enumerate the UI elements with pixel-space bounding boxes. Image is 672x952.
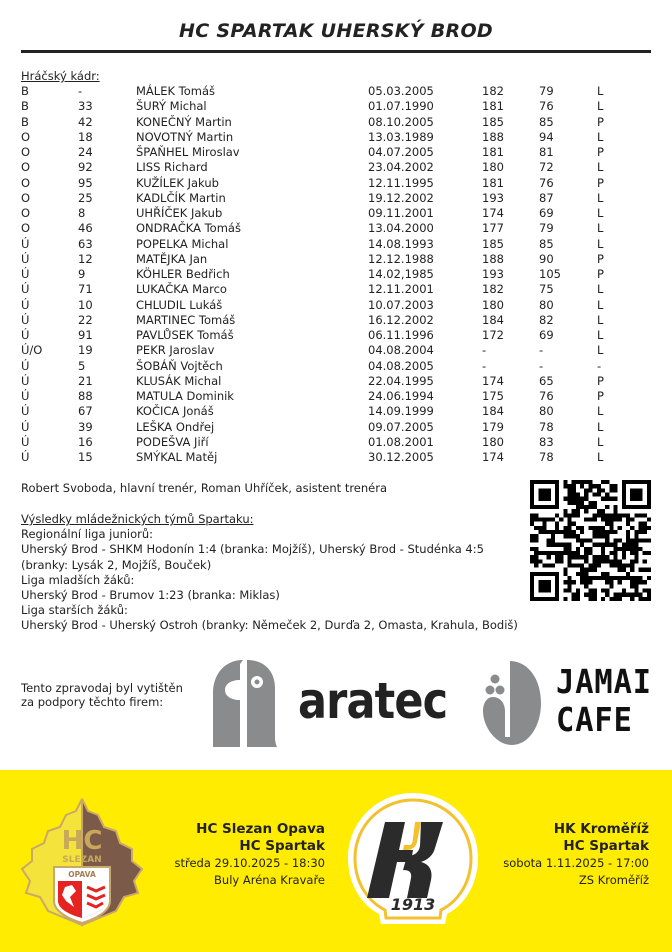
player-position: O bbox=[21, 129, 31, 144]
player-number: 15 bbox=[78, 450, 93, 464]
player-position: Ú bbox=[21, 450, 30, 464]
player-number: 16 bbox=[78, 434, 93, 449]
player-weight: 80 bbox=[539, 297, 554, 312]
player-position: Ú bbox=[21, 267, 30, 281]
player-weight: 75 bbox=[539, 282, 554, 297]
roster-row bbox=[21, 176, 641, 191]
player-birthdate: 16.12.2002 bbox=[368, 312, 434, 327]
player-birthdate: 05.03.2005 bbox=[368, 84, 434, 98]
player-name: MARTINEC Tomáš bbox=[136, 312, 236, 327]
player-weight: 85 bbox=[539, 236, 554, 251]
player-position: O bbox=[21, 160, 31, 175]
match-home-team: HC Slezan Opava bbox=[196, 821, 325, 837]
player-name: KOČICA Jonáš bbox=[136, 404, 214, 419]
qr-code[interactable] bbox=[530, 480, 651, 601]
player-name: ŠPAŇHEL Miroslav bbox=[136, 145, 240, 159]
player-weight: 94 bbox=[539, 129, 554, 144]
player-position: O bbox=[21, 175, 31, 190]
sponsor-text: Tento zpravodaj byl vytištěn za podpory těchto firem: bbox=[21, 681, 183, 709]
roster-row bbox=[21, 359, 641, 374]
roster-row bbox=[21, 298, 641, 313]
player-height: 182 bbox=[482, 84, 504, 98]
player-birthdate: 04.08.2004 bbox=[368, 343, 434, 358]
roster-table bbox=[21, 84, 641, 465]
player-number: 95 bbox=[78, 175, 93, 190]
player-weight: 76 bbox=[539, 99, 554, 114]
player-weight: 76 bbox=[539, 389, 554, 403]
player-position: Ú bbox=[21, 373, 30, 388]
player-number: 63 bbox=[78, 236, 93, 251]
player-position: O bbox=[21, 145, 31, 159]
player-name: KADLČÍK Martin bbox=[136, 190, 226, 205]
youth-line: Liga mladších žáků: bbox=[21, 572, 135, 587]
player-birthdate: 12.11.1995 bbox=[368, 175, 434, 190]
player-number: 22 bbox=[78, 312, 93, 327]
player-birthdate: 13.03.1989 bbox=[368, 129, 434, 144]
youth-line: Regionální liga juniorů: bbox=[21, 527, 154, 542]
player-name: SMÝKAL Matěj bbox=[136, 450, 218, 464]
match-datetime: středa 29.10.2025 - 18:30 bbox=[174, 856, 325, 870]
player-position: O bbox=[21, 206, 31, 220]
player-handedness: L bbox=[597, 99, 604, 114]
player-handedness: L bbox=[597, 419, 604, 434]
player-handedness: L bbox=[597, 312, 604, 327]
player-height: 180 bbox=[482, 160, 504, 175]
player-position: Ú bbox=[21, 236, 30, 251]
player-weight: 82 bbox=[539, 312, 554, 327]
aratec-logo-icon bbox=[213, 660, 277, 747]
player-birthdate: 09.07.2005 bbox=[368, 419, 434, 434]
player-name: KONEČNÝ Martin bbox=[136, 114, 232, 129]
player-weight: - bbox=[539, 343, 544, 358]
player-name: KLUSÁK Michal bbox=[136, 373, 222, 388]
roster-row bbox=[21, 145, 641, 160]
roster-row bbox=[21, 160, 641, 175]
player-weight: 72 bbox=[539, 160, 554, 175]
player-birthdate: 12.12.1988 bbox=[368, 251, 434, 266]
player-weight: 80 bbox=[539, 404, 554, 419]
player-number: 91 bbox=[78, 328, 93, 342]
player-weight: 81 bbox=[539, 145, 554, 159]
player-number: 21 bbox=[78, 373, 93, 388]
player-position: Ú bbox=[21, 297, 30, 312]
player-number: 19 bbox=[78, 343, 93, 358]
player-handedness: P bbox=[597, 251, 604, 266]
player-handedness: L bbox=[597, 221, 604, 236]
youth-results bbox=[21, 512, 521, 634]
player-handedness: L bbox=[597, 190, 604, 205]
roster-row bbox=[21, 191, 641, 206]
roster-row bbox=[21, 99, 641, 114]
player-height: 172 bbox=[482, 328, 504, 342]
player-handedness: - bbox=[597, 358, 602, 373]
player-number: 67 bbox=[78, 404, 93, 419]
player-handedness: P bbox=[597, 267, 604, 281]
player-height: 193 bbox=[482, 267, 504, 281]
player-weight: 78 bbox=[539, 450, 554, 464]
player-name: PEKR Jaroslav bbox=[136, 343, 215, 358]
hk-kromeriz-logo-icon bbox=[345, 790, 481, 933]
match-venue: ZS Kroměříž bbox=[578, 873, 649, 887]
player-number: 88 bbox=[78, 389, 93, 403]
roster-row bbox=[21, 252, 641, 267]
player-height: 177 bbox=[482, 221, 504, 236]
coaches-line: Robert Svoboda, hlavní trenér, Roman Uhříček, asistent trenéra bbox=[21, 481, 388, 495]
player-weight: 69 bbox=[539, 206, 554, 220]
player-name: ŠOBÁŇ Vojtěch bbox=[136, 358, 223, 373]
player-handedness: L bbox=[597, 236, 604, 251]
player-handedness: L bbox=[597, 328, 604, 342]
player-number: 25 bbox=[78, 190, 93, 205]
player-name: MATULA Dominik bbox=[136, 389, 234, 403]
player-height: 179 bbox=[482, 419, 504, 434]
player-number: 18 bbox=[78, 129, 93, 144]
player-birthdate: 14.02,1985 bbox=[368, 267, 434, 281]
player-number: 33 bbox=[78, 99, 93, 114]
upcoming-matches-footer bbox=[0, 770, 672, 952]
roster-row bbox=[21, 282, 641, 297]
player-birthdate: 13.04.2000 bbox=[368, 221, 434, 236]
player-birthdate: 14.08.1993 bbox=[368, 236, 434, 251]
player-weight: 69 bbox=[539, 328, 554, 342]
player-height: 188 bbox=[482, 129, 504, 144]
player-position: Ú bbox=[21, 419, 30, 434]
player-handedness: L bbox=[597, 206, 604, 220]
player-weight: 90 bbox=[539, 251, 554, 266]
youth-line: Uherský Brod - Brumov 1:23 (branka: Miklas) bbox=[21, 588, 280, 603]
player-position: O bbox=[21, 190, 31, 205]
player-handedness: P bbox=[597, 114, 604, 129]
player-height: - bbox=[482, 358, 487, 373]
player-name: MÁLEK Tomáš bbox=[136, 84, 216, 98]
opava-logo-opava: OPAVA bbox=[68, 870, 96, 879]
player-name: LEŠKA Ondřej bbox=[136, 419, 215, 434]
player-height: 174 bbox=[482, 206, 504, 220]
player-name: LISS Richard bbox=[136, 160, 208, 175]
match-away-team: HC Spartak bbox=[239, 838, 325, 854]
roster-row bbox=[21, 450, 641, 465]
roster-row bbox=[21, 115, 641, 130]
roster-heading: Hráčský kádr: bbox=[21, 69, 100, 83]
youth-line: Liga starších žáků: bbox=[21, 603, 128, 618]
player-birthdate: 19.12.2002 bbox=[368, 190, 434, 205]
player-number: 92 bbox=[78, 160, 93, 175]
player-weight: 79 bbox=[539, 221, 554, 236]
youth-line: Uherský Brod - Uherský Ostroh (branky: Němeček 2, Durďa 2, Omasta, Krahula, Bodiš) bbox=[21, 618, 518, 633]
roster-row bbox=[21, 389, 641, 404]
match-card bbox=[175, 821, 326, 889]
roster-row bbox=[21, 221, 641, 236]
roster-row bbox=[21, 420, 641, 435]
player-birthdate: 08.10.2005 bbox=[368, 114, 434, 129]
player-handedness: L bbox=[597, 84, 604, 98]
player-name: KUŽÍLEK Jakub bbox=[136, 175, 219, 190]
player-number: 71 bbox=[78, 282, 93, 297]
player-handedness: L bbox=[597, 404, 604, 419]
player-birthdate: 14.09.1999 bbox=[368, 404, 434, 419]
player-position: Ú bbox=[21, 404, 30, 419]
player-number: 9 bbox=[78, 267, 86, 281]
player-height: 180 bbox=[482, 297, 504, 312]
roster-row bbox=[21, 206, 641, 221]
player-birthdate: 12.11.2001 bbox=[368, 282, 434, 297]
player-weight: 78 bbox=[539, 419, 554, 434]
player-name: POPELKA Michal bbox=[136, 236, 229, 251]
player-birthdate: 06.11.1996 bbox=[368, 328, 434, 342]
player-position: Ú bbox=[21, 434, 30, 449]
player-height: 181 bbox=[482, 145, 504, 159]
player-name: PAVLŮSEK Tomáš bbox=[136, 328, 234, 342]
jamai-cafe-wordmark bbox=[556, 663, 652, 739]
title-divider bbox=[21, 50, 651, 53]
player-height: 181 bbox=[482, 175, 504, 190]
player-number: 5 bbox=[78, 358, 86, 373]
player-handedness: L bbox=[597, 160, 604, 175]
opava-logo-slezan: SLEZAN bbox=[62, 855, 102, 865]
player-number: 39 bbox=[78, 419, 93, 434]
player-position: B bbox=[21, 99, 29, 114]
player-weight: 83 bbox=[539, 434, 554, 449]
match-venue: Buly Aréna Kravaře bbox=[214, 873, 325, 887]
player-weight: 87 bbox=[539, 190, 554, 205]
roster-row bbox=[21, 435, 641, 450]
player-height: 181 bbox=[482, 99, 504, 114]
player-number: 24 bbox=[78, 145, 93, 159]
player-height: 182 bbox=[482, 282, 504, 297]
player-handedness: L bbox=[597, 434, 604, 449]
player-handedness: P bbox=[597, 145, 604, 159]
player-height: 185 bbox=[482, 114, 504, 129]
match-datetime: sobota 1.11.2025 - 17:00 bbox=[503, 856, 649, 870]
player-height: 188 bbox=[482, 251, 504, 266]
roster-row bbox=[21, 404, 641, 419]
player-handedness: L bbox=[597, 297, 604, 312]
player-number: 46 bbox=[78, 221, 93, 236]
player-name: KÖHLER Bedřich bbox=[136, 267, 230, 281]
player-position: B bbox=[21, 114, 29, 129]
player-name: LUKAČKA Marco bbox=[136, 282, 227, 297]
match-away-team: HC Spartak bbox=[563, 838, 649, 854]
player-position: Ú/O bbox=[21, 343, 43, 358]
player-height: 184 bbox=[482, 312, 504, 327]
jamai-cafe-logo-icon bbox=[483, 661, 541, 745]
player-birthdate: 04.08.2005 bbox=[368, 358, 434, 373]
player-birthdate: 01.08.2001 bbox=[368, 434, 434, 449]
player-birthdate: 30.12.2005 bbox=[368, 450, 434, 464]
player-birthdate: 23.04.2002 bbox=[368, 160, 434, 175]
player-handedness: L bbox=[597, 343, 604, 358]
player-handedness: P bbox=[597, 373, 604, 388]
roster-row bbox=[21, 84, 641, 99]
roster-row bbox=[21, 343, 641, 358]
player-position: Ú bbox=[21, 389, 30, 403]
player-position: Ú bbox=[21, 358, 30, 373]
page-title: HC SPARTAK UHERSKÝ BROD bbox=[179, 20, 493, 42]
player-position: Ú bbox=[21, 328, 30, 342]
hc-slezan-opava-logo-icon bbox=[20, 797, 145, 927]
player-weight: 79 bbox=[539, 84, 554, 98]
player-name: ŠURÝ Michal bbox=[136, 99, 207, 114]
player-height: 185 bbox=[482, 236, 504, 251]
player-height: - bbox=[482, 343, 487, 358]
youth-results-heading: Výsledky mládežnických týmů Spartaku: bbox=[21, 512, 254, 526]
opava-logo-hc: HC bbox=[61, 826, 103, 856]
player-weight: 76 bbox=[539, 175, 554, 190]
player-birthdate: 22.04.1995 bbox=[368, 373, 434, 388]
player-name: UHŘÍČEK Jakub bbox=[136, 206, 223, 220]
player-name: NOVOTNÝ Martin bbox=[136, 129, 234, 144]
player-birthdate: 01.07.1990 bbox=[368, 99, 434, 114]
player-weight: - bbox=[539, 358, 544, 373]
player-height: 193 bbox=[482, 190, 504, 205]
player-number: - bbox=[78, 84, 83, 98]
player-weight: 65 bbox=[539, 373, 554, 388]
player-number: 12 bbox=[78, 251, 93, 266]
roster-row bbox=[21, 267, 641, 282]
player-handedness: L bbox=[597, 129, 604, 144]
aratec-wordmark: aratec bbox=[298, 672, 448, 730]
player-height: 175 bbox=[482, 389, 504, 403]
roster-row bbox=[21, 313, 641, 328]
player-birthdate: 04.07.2005 bbox=[368, 145, 434, 159]
player-position: Ú bbox=[21, 282, 30, 297]
player-height: 184 bbox=[482, 404, 504, 419]
player-handedness: L bbox=[597, 450, 604, 464]
match-home-team: HK Kroměříž bbox=[553, 821, 649, 837]
roster-row bbox=[21, 237, 641, 252]
player-height: 180 bbox=[482, 434, 504, 449]
player-number: 10 bbox=[78, 297, 93, 312]
player-name: PODEŠVA Jiří bbox=[136, 434, 209, 449]
player-position: O bbox=[21, 221, 31, 236]
player-name: CHLUDIL Lukáš bbox=[136, 297, 223, 312]
hk-logo-year: 1913 bbox=[390, 895, 436, 914]
player-handedness: P bbox=[597, 389, 604, 403]
match-card bbox=[503, 821, 649, 889]
player-handedness: L bbox=[597, 282, 604, 297]
player-name: MATĚJKA Jan bbox=[136, 251, 208, 266]
youth-line: (branky: Lysák 2, Mojžíš, Bouček) bbox=[21, 557, 212, 572]
player-birthdate: 24.06.1994 bbox=[368, 389, 434, 403]
roster-row bbox=[21, 328, 641, 343]
roster-row bbox=[21, 130, 641, 145]
jamai-wordmark-line: CAFE bbox=[556, 700, 633, 739]
player-position: Ú bbox=[21, 312, 30, 327]
player-birthdate: 10.07.2003 bbox=[368, 297, 434, 312]
player-birthdate: 09.11.2001 bbox=[368, 206, 434, 220]
youth-line: Uherský Brod - SHKM Hodonín 1:4 (branka: Mojžíš), Uherský Brod - Studénka 4:5 bbox=[21, 542, 484, 557]
player-height: 174 bbox=[482, 373, 504, 388]
player-position: B bbox=[21, 84, 29, 98]
jamai-wordmark-line: JAMAI bbox=[556, 662, 652, 701]
player-position: Ú bbox=[21, 251, 30, 266]
player-height: 174 bbox=[482, 450, 504, 464]
player-number: 8 bbox=[78, 206, 86, 220]
player-name: ONDRAČKA Tomáš bbox=[136, 221, 241, 236]
player-number: 42 bbox=[78, 114, 93, 129]
roster-row bbox=[21, 374, 641, 389]
player-weight: 105 bbox=[539, 267, 561, 281]
player-handedness: P bbox=[597, 175, 604, 190]
player-weight: 85 bbox=[539, 114, 554, 129]
